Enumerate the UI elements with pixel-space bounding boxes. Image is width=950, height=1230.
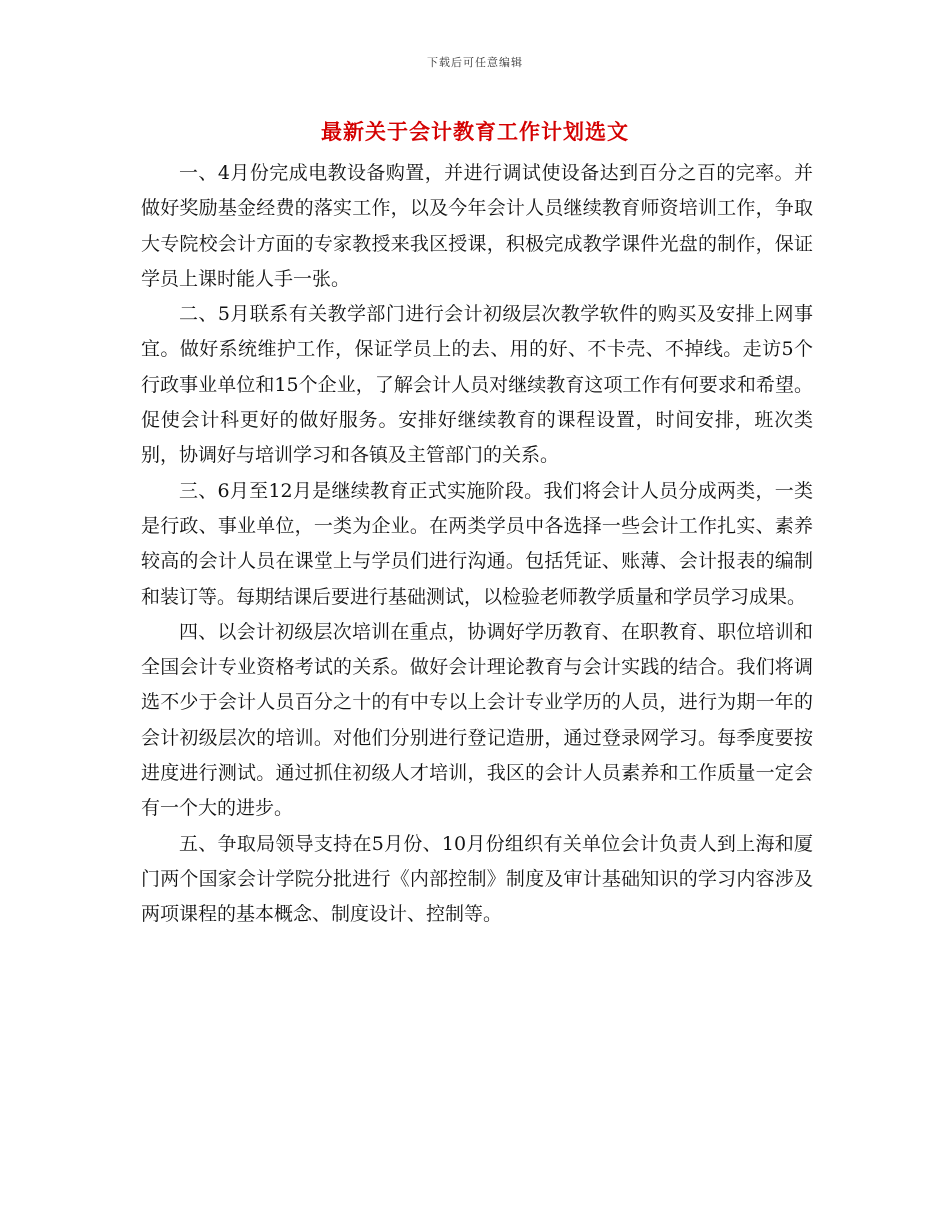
document-title: 最新关于会计教育工作计划选文 xyxy=(321,120,629,144)
header-note: 下载后可任意编辑 xyxy=(427,56,523,69)
document-body xyxy=(141,156,813,933)
paragraph-2: 二、5月联系有关教学部门进行会计初级层次教学软件的购买及安排上网事宜。做好系统维护工作，保证学员上的去、用的好、不卡壳、不掉线。走访5个行政事业单位和15个企业，了解会计人员对继续教育这项工作有何要求和希望。促使会计科更好的做好服务。安排好继续教育的课程设置，时间安排，班次类别，协调好与培训学习和各镇及主管部门的关系。 xyxy=(141,303,813,467)
paragraph-5: 五、争取局领导支持在5月份、10月份组织有关单位会计负责人到上海和厦门两个国家会计学院分批进行《内部控制》制度及审计基础知识的学习内容涉及两项课程的基本概念、制度设计、控制等。 xyxy=(141,832,813,926)
paragraph-1: 一、4月份完成电教设备购置，并进行调试使设备达到百分之百的完率。并做好奖励基金经费的落实工作，以及今年会计人员继续教育师资培训工作，争取大专院校会计方面的专家教授来我区授课，积极完成教学课件光盘的制作，保证学员上课时能人手一张。 xyxy=(141,162,813,290)
paragraph-4: 四、以会计初级层次培训在重点，协调好学历教育、在职教育、职位培训和全国会计专业资格考试的关系。做好会计理论教育与会计实践的结合。我们将调选不少于会计人员百分之十的有中专以上会计专业学历的人员，进行为期一年的会计初级层次的培训。对他们分别进行登记造册，通过登录网学习。每季度要按进度进行测试。通过抓住初级人才培训，我区的会计人员素养和工作质量一定会有一个大的进步。 xyxy=(141,620,813,820)
paragraph-3: 三、6月至12月是继续教育正式实施阶段。我们将会计人员分成两类，一类是行政、事业单位，一类为企业。在两类学员中各选择一些会计工作扎实、素养较高的会计人员在课堂上与学员们进行沟通。包括凭证、账薄、会计报表的编制和装订等。每期结课后要进行基础测试，以检验老师教学质量和学员学习成果。 xyxy=(141,479,813,608)
